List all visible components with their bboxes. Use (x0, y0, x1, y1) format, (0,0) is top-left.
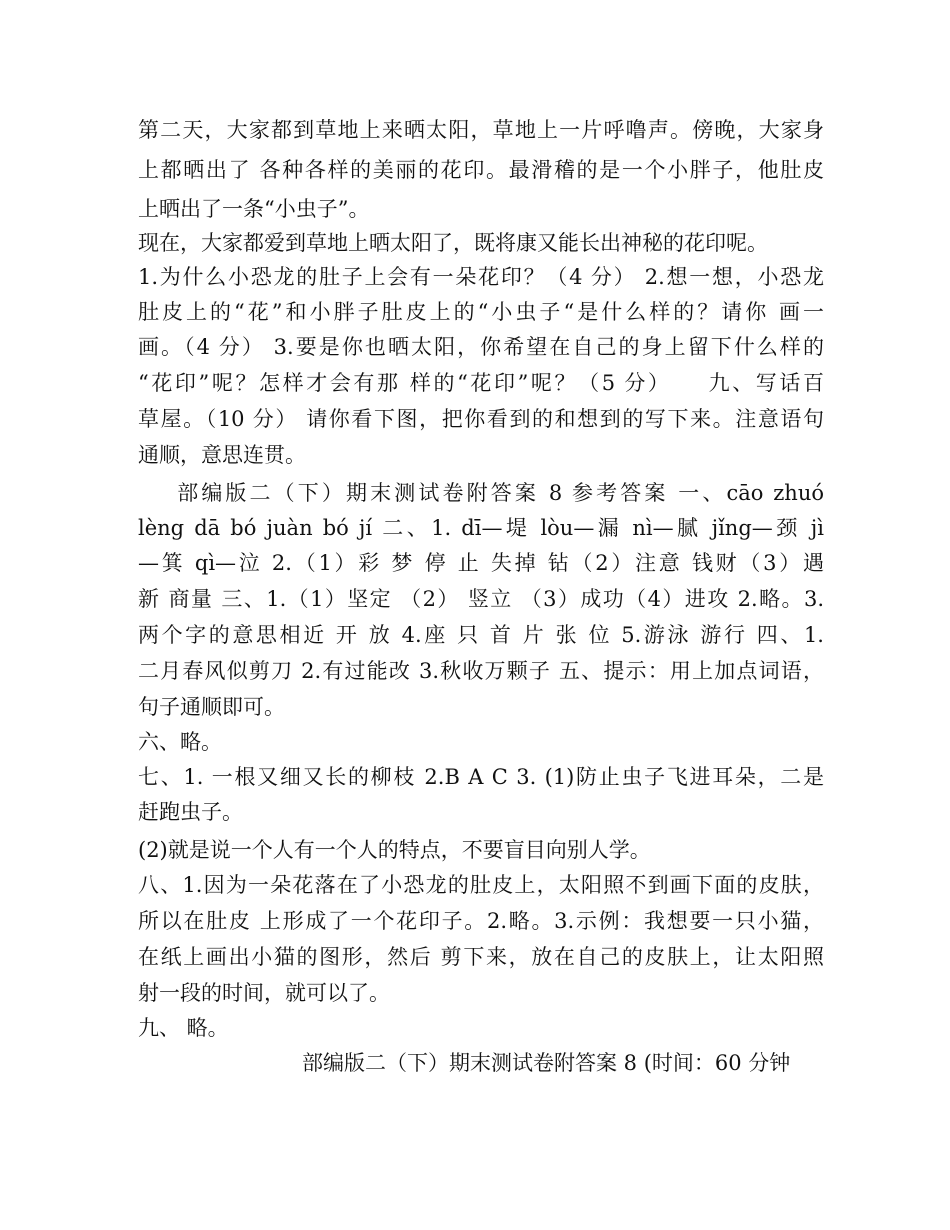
answer-line: 赶跑虫子。 (138, 800, 243, 824)
question-line: 通顺，意思连贯。 (138, 443, 306, 467)
text-line: 上都晒出了 各种各样的美丽的花印。最滑稽的是一个小胖子，他肚皮 (138, 158, 824, 182)
text-line: 现在，大家都爱到草地上晒太阳了，既将康又能长出神秘的花印呢。 (138, 231, 768, 255)
answer-line: 句子通顺即可。 (138, 695, 285, 719)
answer-line: —箕 qì—泣 2.（1）彩 梦 停 止 失掉 钻（2）注意 钱财（3）遇 (138, 551, 824, 575)
question-line: 肚皮上的“花”和小胖子肚皮上的“小虫子“是什么样的？请你 画一 (138, 300, 824, 324)
answer-line: 射一段的时间，就可以了。 (138, 981, 390, 1005)
question-line: 画。（4 分） 3.要是你也晒太阳，你希望在自己的身上留下什么样的 (138, 335, 824, 359)
question-line: “花印”呢？怎样才会有那 样的“花印”呢？（5 分） 九、写话百 (138, 371, 824, 395)
answer-line: 七、1. 一根又细又长的柳枝 2.B A C 3. (1)防止虫子飞进耳朵，二是 (138, 765, 824, 789)
answer-line: 八、1.因为一朵花落在了小恐龙的肚皮上，太阳照不到画下面的皮肤， (138, 873, 824, 897)
answer-heading-line: 部编版二（下）期末测试卷附答案 8 参考答案 一、cāo zhuó (138, 481, 824, 505)
answer-line: 二月春风似剪刀 2.有过能改 3.秋收万颗子 五、提示：用上加点词语， (138, 659, 824, 683)
text-line: 第二天，大家都到草地上来晒太阳，草地上一片呼噜声。傍晚，大家身 (138, 118, 824, 142)
answer-line: 六、略。 (138, 730, 222, 754)
answer-line: 在纸上画出小猫的图形，然后 剪下来，放在自己的皮肤上，让太阳照 (138, 945, 824, 969)
answer-line: lèng dā bó juàn bó jí 二、1. dī—堤 lòu—漏 nì—腻 jǐng—颈 jì (138, 516, 824, 540)
question-line: 草屋。（10 分） 请你看下图，把你看到的和想到的写下来。注意语句 (138, 407, 824, 431)
footer-title-line: 部编版二（下）期末测试卷附答案 8 (时间：60 分钟 (302, 1051, 791, 1075)
answer-line: 两个字的意思相近 开 放 4.座 只 首 片 张 位 5.游泳 游行 四、1. (138, 623, 824, 647)
answer-line: (2)就是说一个人有一个人的特点，不要盲目向别人学。 (138, 838, 651, 862)
answer-line: 新 商量 三、1.（1）坚定 （2） 竖立 （3）成功（4）进攻 2.略。3. (138, 587, 824, 611)
text-line: 上晒出了一条“小虫子”。 (138, 197, 370, 221)
answer-line: 九、 略。 (138, 1016, 229, 1040)
question-line: 1.为什么小恐龙的肚子上会有一朵花印？（4 分） 2.想一想，小恐龙 (138, 265, 824, 289)
answer-line: 所以在肚皮 上形成了一个花印子。2.略。3.示例：我想要一只小猫， (138, 909, 824, 933)
